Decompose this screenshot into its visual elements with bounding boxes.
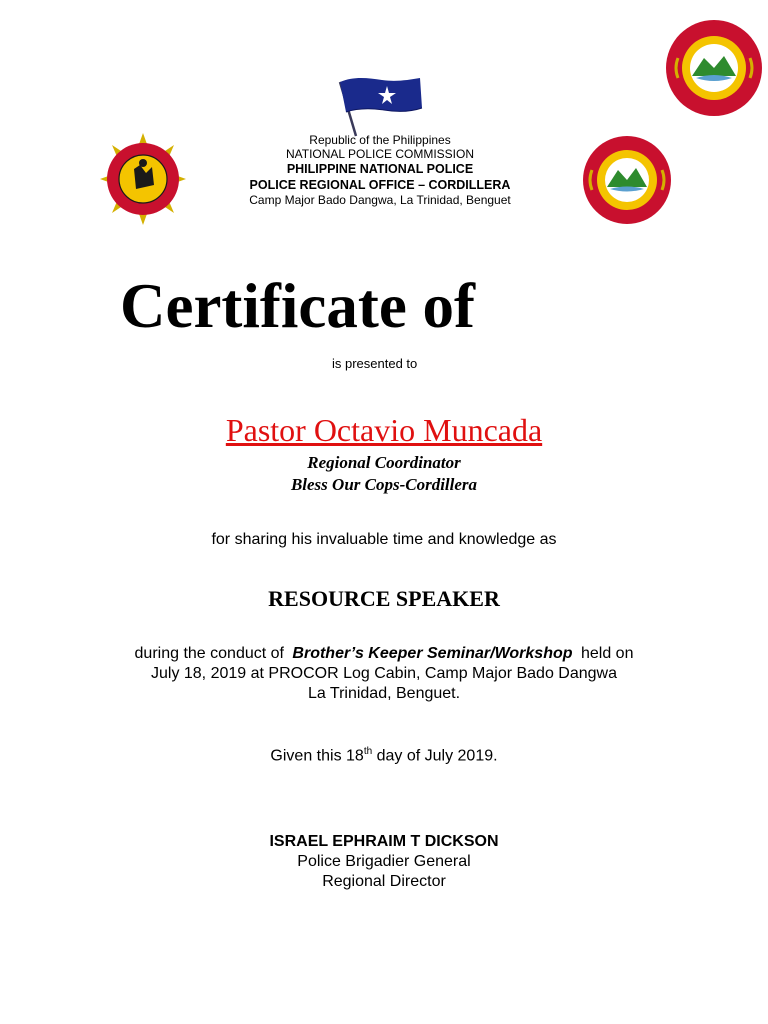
header-line-pnp: PHILIPPINE NATIONAL POLICE	[286, 162, 474, 176]
cordillera-seal-small-icon	[580, 134, 674, 226]
header-line-regional-office: POLICE REGIONAL OFFICE – CORDILLERA	[249, 178, 511, 192]
event-line-1	[0, 644, 768, 664]
header-line-republic: Republic of the Philippines	[309, 133, 451, 147]
reason-text: for sharing his invaluable time and knowledge as	[211, 531, 557, 548]
header-line-address: Camp Major Bado Dangwa, La Trinidad, Benguet	[249, 193, 511, 207]
given-date	[0, 742, 768, 766]
event-prefix: during the conduct of	[134, 645, 284, 662]
pnp-seal-icon	[100, 133, 186, 225]
recipient-name: Pastor Octavio Muncada	[225, 412, 543, 448]
capacity-title: RESOURCE SPEAKER	[268, 586, 500, 611]
header	[190, 133, 570, 207]
recipient-role-title: Regional Coordinator	[307, 453, 461, 472]
header-line-napolcom: NATIONAL POLICE COMMISSION	[285, 147, 475, 161]
given-suffix: day of July 2019.	[372, 747, 498, 765]
event-line-3: La Trinidad, Benguet.	[307, 685, 461, 702]
event-line-2: July 18, 2019 at PROCOR Log Cabin, Camp Major Bado Dangwa	[150, 665, 617, 682]
signatory-name: ISRAEL EPHRAIM T DICKSON	[269, 833, 499, 850]
recipient-role-organization: Bless Our Cops-Cordillera	[290, 475, 478, 494]
cordillera-seal-icon	[664, 18, 764, 118]
given-prefix: Given this 18	[270, 747, 364, 765]
event-name: Brother’s Keeper Seminar/Workshop	[292, 645, 573, 662]
certificate-title: Certificate of	[120, 271, 476, 341]
signatory-rank: Police Brigadier General	[297, 853, 471, 870]
pnp-flag-icon	[334, 74, 426, 138]
event-suffix: held on	[580, 645, 634, 662]
signatory-position: Regional Director	[322, 873, 446, 890]
given-ordinal: th	[363, 746, 373, 757]
presented-to: is presented to	[332, 356, 418, 371]
